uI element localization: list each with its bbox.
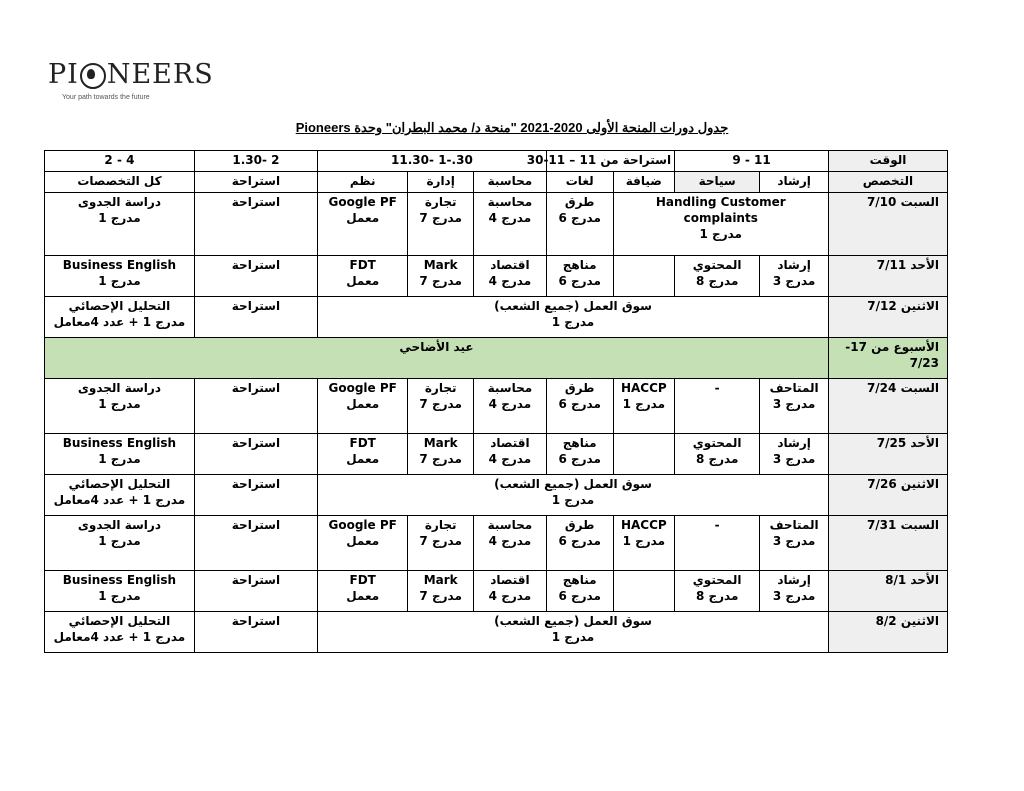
specialty-header-row (45, 172, 948, 193)
course-title: Handling Customer (655, 195, 786, 209)
hall-label: مدرج 6 (558, 397, 601, 411)
course-title: FDT (349, 436, 376, 450)
languages-cell (546, 379, 613, 434)
course-title: دراسة الجدوى (77, 195, 161, 209)
systems-cell (318, 379, 408, 434)
hall-label: معمل (346, 397, 380, 411)
course-title: HACCP (620, 518, 667, 532)
course-title: اقتصاد (490, 258, 530, 272)
course-title: HACCP (620, 381, 667, 395)
day-cell: الاثنين 8/2 (828, 612, 947, 653)
course-title: Mark (423, 436, 458, 450)
accounting-cell (473, 571, 546, 612)
systems-cell (318, 571, 408, 612)
break-cell: استراحة (194, 612, 317, 653)
hall-label: مدرج 1 (98, 534, 141, 548)
systems-cell (318, 256, 408, 297)
hall-label: مدرج 7 (419, 211, 462, 225)
course-title: FDT (349, 573, 376, 587)
all-specialties-cell (45, 256, 195, 297)
table-row (45, 434, 948, 475)
day-cell: الاثنين 7/12 (828, 297, 947, 338)
job-market-cell (318, 475, 829, 516)
hall-label: مدرج 1 (98, 589, 141, 603)
course-title: مناهج (562, 258, 597, 272)
course-title: دراسة الجدوى (77, 518, 161, 532)
languages-cell (546, 516, 613, 571)
job-market-cell (318, 612, 829, 653)
course-title: المتاحف (769, 381, 819, 395)
guidance-cell (760, 434, 829, 475)
course-title: مناهج (562, 573, 597, 587)
customer-complaints-cell (613, 193, 828, 256)
languages-cell (546, 434, 613, 475)
course-title: إرشاد (777, 436, 811, 450)
all-specialties-cell (45, 379, 195, 434)
course-title: سوق العمل (جميع الشعب) (494, 477, 652, 491)
day-cell: الأسبوع من 17-7/23 (828, 338, 947, 379)
hall-label: مدرج 7 (419, 589, 462, 603)
hall-label: مدرج 7 (419, 452, 462, 466)
break-cell: استراحة (194, 516, 317, 571)
header-slot-2-4: 4 - 2 (45, 151, 195, 172)
course-title: Business English (62, 258, 177, 272)
day-cell: الاثنين 7/26 (828, 475, 947, 516)
hall-label: مدرج 1 (622, 397, 666, 411)
hall-label: مدرج 1 (551, 315, 595, 329)
logo-text-start: PI (48, 59, 79, 90)
hospitality-cell (613, 434, 675, 475)
management-cell (408, 571, 474, 612)
document-title: جدول دورات المنحة الأولى 2020-2021 "منحة د/ محمد البطران" وحدة Pioneers (295, 120, 729, 135)
header-tourism: سياحة (675, 172, 760, 193)
table-row (45, 516, 948, 571)
course-title-cont: complaints (683, 211, 758, 225)
hall-label: مدرج 1 (551, 493, 595, 507)
hall-label: مدرج 1 + عدد 4معامل (53, 493, 186, 507)
day-cell: السبت 7/10 (828, 193, 947, 256)
day-cell: السبت 7/31 (828, 516, 947, 571)
tourism-cell: - (675, 516, 760, 571)
course-title: سوق العمل (جميع الشعب) (494, 614, 652, 628)
hall-label: معمل (346, 211, 380, 225)
schedule-table (44, 150, 948, 653)
hall-label: مدرج 1 (622, 534, 666, 548)
header-languages: لغات (546, 172, 613, 193)
hall-label: مدرج 6 (558, 452, 601, 466)
hall-label: مدرج 8 (695, 274, 739, 288)
hall-label: مدرج 4 (488, 211, 532, 225)
logo-text-end: NEERS (106, 59, 214, 90)
logo-head-icon (80, 63, 106, 89)
header-slot-130-2: 2 -1.30 (194, 151, 317, 172)
holiday-row (45, 338, 948, 379)
header-slot-9-11: 11 - 9 (675, 151, 829, 172)
systems-cell (318, 516, 408, 571)
tourism-cell: - (675, 379, 760, 434)
languages-cell (546, 571, 613, 612)
hospitality-cell (613, 379, 675, 434)
course-title: Google PF (328, 195, 397, 209)
course-title: مناهج (562, 436, 597, 450)
all-specialties-cell (45, 475, 195, 516)
management-cell (408, 516, 474, 571)
hall-label: مدرج 8 (695, 589, 739, 603)
course-title: محاسبة (487, 195, 533, 209)
course-title: التحليل الإحصائي (68, 299, 171, 313)
guidance-cell (760, 571, 829, 612)
header-hospitality: ضيافة (613, 172, 675, 193)
languages-cell (546, 256, 613, 297)
course-title: المحتوي (692, 573, 742, 587)
all-specialties-cell (45, 571, 195, 612)
hall-label: مدرج 6 (558, 534, 601, 548)
course-title: المحتوي (692, 436, 742, 450)
break-cell: استراحة (194, 379, 317, 434)
time-header-row (45, 151, 948, 172)
course-title: طرق (564, 381, 595, 395)
table-row (45, 612, 948, 653)
header-specialty: التخصص (828, 172, 947, 193)
day-cell: الأحد 7/25 (828, 434, 947, 475)
hall-label: معمل (346, 452, 380, 466)
hall-label: مدرج 8 (695, 452, 739, 466)
accounting-cell (473, 256, 546, 297)
course-title: تجارة (424, 518, 457, 532)
management-cell (408, 434, 474, 475)
guidance-cell (760, 516, 829, 571)
header-management: إدارة (408, 172, 474, 193)
course-title: تجارة (424, 195, 457, 209)
course-title: محاسبة (487, 381, 533, 395)
hall-label: مدرج 7 (419, 274, 462, 288)
hall-label: مدرج 4 (488, 452, 532, 466)
tourism-cell (675, 256, 760, 297)
header-all-specialties: كل التخصصات (45, 172, 195, 193)
hall-label: معمل (346, 589, 380, 603)
course-title: دراسة الجدوى (77, 381, 161, 395)
hall-label: مدرج 1 (98, 452, 141, 466)
tourism-cell (675, 434, 760, 475)
table-row (45, 193, 948, 256)
hall-label: مدرج 1 (98, 274, 141, 288)
hall-label: مدرج 1 + عدد 4معامل (53, 630, 186, 644)
management-cell (408, 193, 474, 256)
hall-label: مدرج 1 (98, 397, 141, 411)
accounting-cell (473, 193, 546, 256)
guidance-cell (760, 256, 829, 297)
guidance-cell (760, 379, 829, 434)
hall-label: مدرج 4 (488, 534, 532, 548)
course-title: طرق (564, 195, 595, 209)
all-specialties-cell (45, 612, 195, 653)
hall-label: مدرج 7 (419, 534, 462, 548)
header-systems: نظم (318, 172, 408, 193)
course-title: المحتوي (692, 258, 742, 272)
hall-label: مدرج 3 (772, 589, 816, 603)
pioneers-logo (48, 60, 214, 101)
all-specialties-cell (45, 516, 195, 571)
course-title: محاسبة (487, 518, 533, 532)
table-row (45, 256, 948, 297)
course-title: FDT (349, 258, 376, 272)
hall-label: مدرج 1 (699, 227, 742, 241)
course-title: Business English (62, 573, 177, 587)
course-title: تجارة (424, 381, 457, 395)
systems-cell (318, 434, 408, 475)
table-row (45, 475, 948, 516)
course-title: سوق العمل (جميع الشعب) (494, 299, 652, 313)
hall-label: معمل (346, 534, 380, 548)
header-accounting: محاسبة (473, 172, 546, 193)
hall-label: مدرج 3 (772, 452, 816, 466)
table-row (45, 297, 948, 338)
holiday-cell: عيد الأضاحي (45, 338, 829, 379)
course-title: Mark (423, 573, 458, 587)
hall-label: مدرج 4 (488, 397, 532, 411)
course-title: التحليل الإحصائي (68, 477, 171, 491)
course-title: المتاحف (769, 518, 819, 532)
job-market-cell (318, 297, 829, 338)
day-cell: الأحد 7/11 (828, 256, 947, 297)
break-cell: استراحة (194, 256, 317, 297)
hall-label: معمل (346, 274, 380, 288)
header-break-11: استراحة من 11 – 11-30 (546, 151, 674, 172)
course-title: Google PF (328, 381, 397, 395)
accounting-cell (473, 516, 546, 571)
course-title: Google PF (328, 518, 397, 532)
day-cell: السبت 7/24 (828, 379, 947, 434)
management-cell (408, 256, 474, 297)
table-row (45, 379, 948, 434)
course-title: طرق (564, 518, 595, 532)
all-specialties-cell (45, 193, 195, 256)
systems-cell (318, 193, 408, 256)
hall-label: مدرج 6 (558, 274, 601, 288)
hall-label: مدرج 1 + عدد 4معامل (53, 315, 186, 329)
hall-label: مدرج 1 (98, 211, 141, 225)
logo-tagline: Your path towards the future (62, 94, 150, 101)
day-cell: الأحد 8/1 (828, 571, 947, 612)
course-title: إرشاد (777, 258, 811, 272)
break-cell: استراحة (194, 434, 317, 475)
hospitality-cell (613, 516, 675, 571)
course-title: إرشاد (777, 573, 811, 587)
hall-label: مدرج 3 (772, 397, 816, 411)
hall-label: مدرج 4 (488, 274, 532, 288)
break-cell: استراحة (194, 193, 317, 256)
all-specialties-cell (45, 297, 195, 338)
hall-label: مدرج 6 (558, 211, 601, 225)
header-slot-1130-130: 30.-1 -11.30 (318, 151, 547, 172)
hall-label: مدرج 6 (558, 589, 601, 603)
all-specialties-cell (45, 434, 195, 475)
hall-label: مدرج 7 (419, 397, 462, 411)
hall-label: مدرج 3 (772, 274, 816, 288)
accounting-cell (473, 379, 546, 434)
header-guidance: إرشاد (760, 172, 829, 193)
course-title: Business English (62, 436, 177, 450)
accounting-cell (473, 434, 546, 475)
course-title: التحليل الإحصائي (68, 614, 171, 628)
table-row (45, 571, 948, 612)
header-break: استراحة (194, 172, 317, 193)
hospitality-cell (613, 256, 675, 297)
hall-label: مدرج 4 (488, 589, 532, 603)
break-cell: استراحة (194, 475, 317, 516)
break-cell: استراحة (194, 297, 317, 338)
break-cell: استراحة (194, 571, 317, 612)
management-cell (408, 379, 474, 434)
tourism-cell (675, 571, 760, 612)
course-title: اقتصاد (490, 573, 530, 587)
hall-label: مدرج 3 (772, 534, 816, 548)
hospitality-cell (613, 571, 675, 612)
hall-label: مدرج 1 (551, 630, 595, 644)
header-time-label: الوقت (828, 151, 947, 172)
course-title: اقتصاد (490, 436, 530, 450)
languages-cell (546, 193, 613, 256)
course-title: Mark (423, 258, 458, 272)
